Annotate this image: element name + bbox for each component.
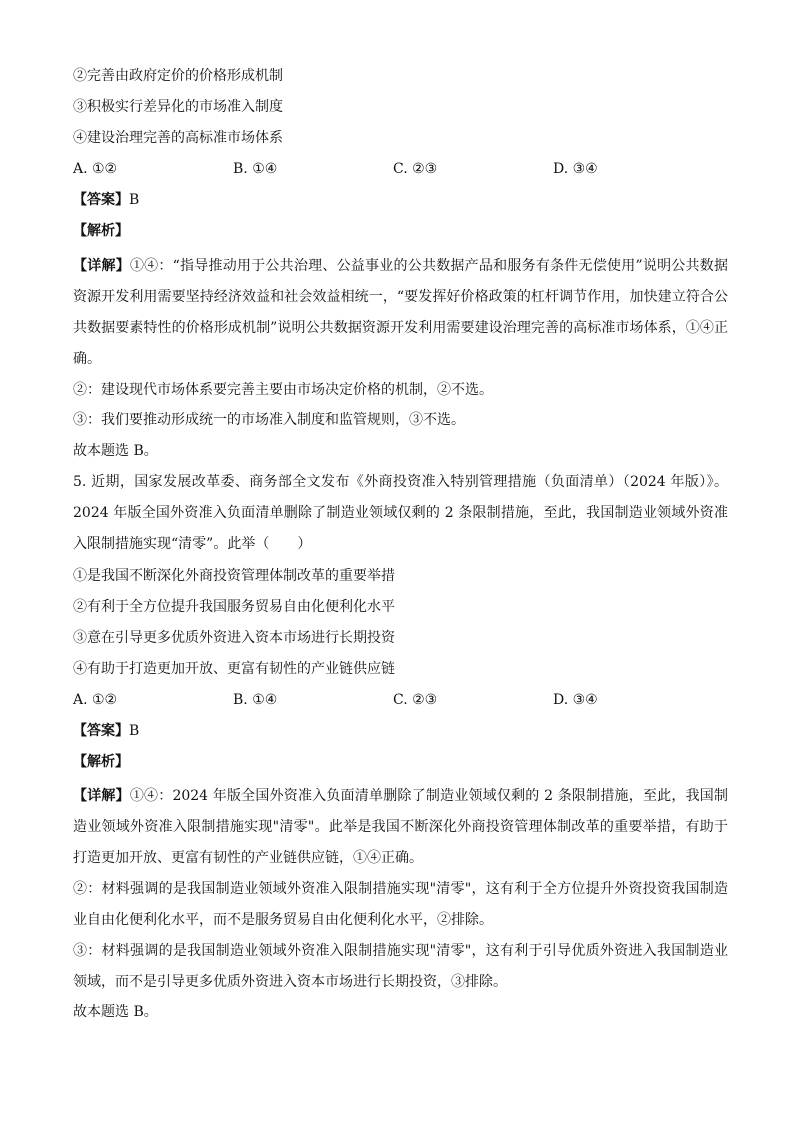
- q5-detail: [73, 781, 728, 874]
- q4-detail-text: ①④：“指导推动用于公共治理、公益事业的公共数据产品和服务有条件无偿使用”说明公共数据资源开发利用需要坚持经济效益和社会效益相统一，“要发挥好价格政策的杠杆调节作用，加快建立符合公共数据要素特性的价格形成机制”说明公共数据资源开发利用需要建设治理完善的高标准市场体系，①④正确。: [73, 258, 729, 367]
- q5-statement-4: ④有助于打造更加开放、更富有韧性的产业链供应链: [73, 661, 395, 677]
- q5-statement-3: ③意在引导更多优质外资进入资本市场进行长期投资: [73, 630, 395, 646]
- q4-answer-value: B: [129, 192, 140, 208]
- q4-option-a: A. ①②: [73, 161, 118, 177]
- q4-detail-label: 【详解】: [73, 258, 130, 274]
- q4-statement-4: ④建设治理完善的高标准市场体系: [73, 130, 283, 146]
- q4-statement-3: ③积极实行差异化的市场准入制度: [73, 99, 283, 115]
- q5-options: [73, 690, 728, 710]
- q5-statement-2: ②有利于全方位提升我国服务贸易自由化便利化水平: [73, 599, 395, 615]
- q5-option-d: D. ③④: [553, 692, 598, 708]
- q4-option-c: C. ②③: [393, 161, 438, 177]
- q4-answer-label: 【答案】: [73, 192, 129, 208]
- q5-note-2: ②：材料强调的是我国制造业领域外资准入限制措施实现"清零"，这有利于全方位提升外资投资我国制造业自由化便利化水平，而不是服务贸易自由化便利化水平，②排除。: [73, 881, 728, 928]
- q5-option-a: A. ①②: [73, 692, 118, 708]
- q5-detail-text: ①④：2024 年版全国外资准入负面清单删除了制造业领域仅剩的 2 条限制措施，至此，我国制造业领域外资准入限制措施实现"清零"。此举是我国不断深化外商投资管理体制改革的重要举措，有助于打造更加开放、更富有韧性的产业链供应链，①④正确。: [73, 788, 728, 866]
- q5-option-b: B. ①④: [233, 692, 278, 708]
- q5-analysis-label: 【解析】: [73, 754, 129, 770]
- q5-detail-label: 【详解】: [73, 788, 130, 804]
- q5-stem: 5. 近期，国家发展改革委、商务部全文发布《外商投资准入特别管理措施（负面清单）（2024 年版）》。2024 年版全国外资准入负面清单删除了制造业领域仅剩的 2 条限制措施，至此，我国制造业领域外资准入限制措施实现“清零”。此举（ ）: [73, 474, 728, 552]
- q4-statement-2: ②完善由政府定价的价格形成机制: [73, 68, 283, 84]
- q5-option-c: C. ②③: [393, 692, 438, 708]
- q4-note-3: ③：我们要推动形成统一的市场准入制度和监管规则，③不选。: [73, 412, 465, 428]
- q5-note-3: ③：材料强调的是我国制造业领域外资准入限制措施实现"清零"，这有利于引导优质外资进入我国制造业领域，而不是引导更多优质外资进入资本市场进行长期投资，③排除。: [73, 943, 728, 990]
- q4-detail: [73, 251, 728, 375]
- q5-answer-value: B: [129, 723, 140, 739]
- q5-analysis-heading: [73, 752, 728, 772]
- q4-answer: [73, 190, 728, 210]
- q4-analysis-label: 【解析】: [73, 223, 129, 239]
- q4-analysis-heading: [73, 221, 728, 241]
- q5-answer-label: 【答案】: [73, 723, 129, 739]
- q4-conclusion: 故本题选 B。: [73, 443, 158, 459]
- q4-note-2: ②：建设现代市场体系要完善主要由市场决定价格的机制，②不选。: [73, 382, 493, 398]
- q5-statement-1: ①是我国不断深化外商投资管理体制改革的重要举措: [73, 568, 395, 584]
- q5-conclusion: 故本题选 B。: [73, 1004, 158, 1020]
- q4-option-d: D. ③④: [553, 161, 598, 177]
- q4-option-b: B. ①④: [233, 161, 278, 177]
- q4-options: [73, 159, 728, 179]
- q5-answer: [73, 721, 728, 741]
